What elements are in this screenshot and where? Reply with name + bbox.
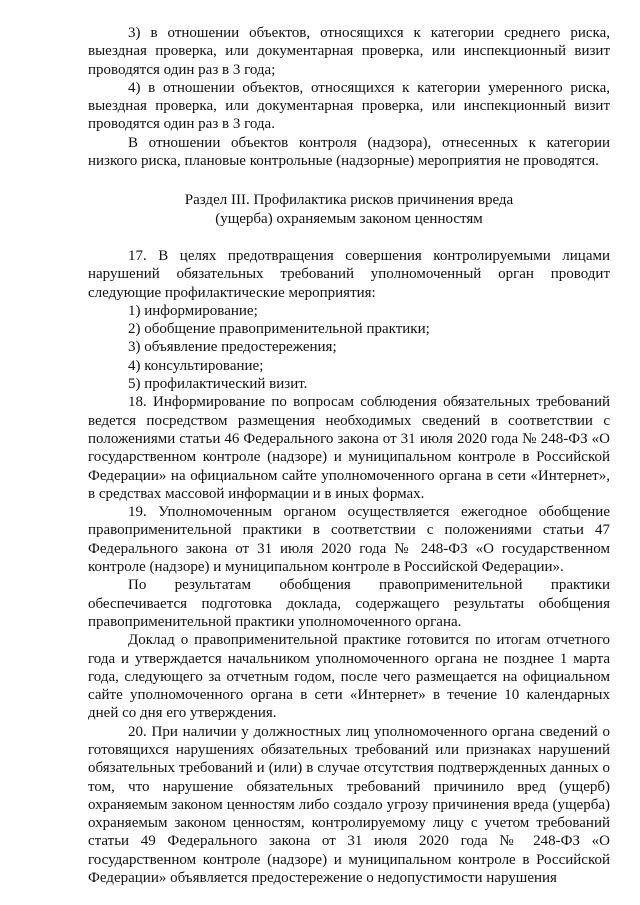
section-title-line-1: Раздел III. Профилактика рисков причинения вреда [184,192,514,209]
paragraph-20: 20. При наличии у должностных лиц уполномоченного органа сведений о готовящихся нарушениях обязательных требований или признаках нарушений обязательных требований и (или) в случае отсутствия подтвержденных данных о том, что нарушение обязательных требований причинило вред (ущерб) охраняемым законом ценностям либо создало угрозу причинения вреда (ущерба) охраняемым законом ценностям, контролируемому лицу с учетом требований статьи 49 Федерального закона от 31 июля 2020 года № 248-ФЗ «О государственном контроле (надзоре) и муниципальном контроле в Российской Федерации» объявляется предостережение о недопустимости нарушения [88,723,610,887]
paragraph-report-preparation: По результатам обобщения правоприменительной практики обеспечивается подготовка доклада, содержащего результаты обобщения правоприменительной практики уполномоченного органа. [88,577,610,630]
list-item-warning: 3) объявление предостережения; [128,339,337,356]
paragraph-risk-moderate: 4) в отношении объектов, относящихся к категории умеренного риска, выездная проверка, или документарная проверка, или инспекционный визит проводятся один раз в 3 года. [88,79,610,133]
list-item-generalization: 2) обобщение правоприменительной практики; [128,321,430,338]
list-item-informing: 1) информирование; [128,302,258,319]
paragraph-18: 18. Информирование по вопросам соблюдения обязательных требований ведется посредством размещения необходимых сведений в соответствии с положениями статьи 46 Федерального закона от 31 июля 2020 года № 248-ФЗ «О государственном контроле (надзоре) и муниципальном контроле в Российской Федерации» на официальном сайте уполномоченного органа в сети «Интернет», в средствах массовой информации и в иных формах. [88,394,610,502]
section-title [88,191,610,228]
paragraph-report-approval: Доклад о правоприменительной практике готовится по итогам отчетного года и утверждается начальником уполномоченного органа не позднее 1 марта года, следующего за отчетным годом, после чего размещается на официальном сайте уполномоченного органа в сети «Интернет» в течение 10 календарных дней со дня его утверждения. [88,632,610,722]
paragraph-risk-medium: 3) в отношении объектов, относящихся к категории среднего риска, выездная проверка, или документарная проверка, или инспекционный визит проводятся один раз в 3 года; [88,25,610,78]
document-page [88,24,610,887]
section-title-line-2: (ущерба) охраняемым законом ценностям [215,210,483,227]
paragraph-19: 19. Уполномоченным органом осуществляется ежегодное обобщение правоприменительной практики в соответствии с положениями статьи 47 Федерального закона от 31 июля 2020 года № 248-ФЗ «О государственном контроле (надзоре) и муниципальном контроле в Российской Федерации». [88,504,610,576]
paragraph-risk-low: В отношении объектов контроля (надзора), отнесенных к категории низкого риска, плановые контрольные (надзорные) мероприятия не проводятся. [88,134,610,170]
paragraph-17: 17. В целях предотвращения совершения контролируемыми лицами нарушений обязательных требований уполномоченный орган проводит следующие профилактические мероприятия: [88,247,610,301]
list-item-consulting: 4) консультирование; [128,357,264,374]
list-item-visit: 5) профилактический визит. [128,376,308,393]
